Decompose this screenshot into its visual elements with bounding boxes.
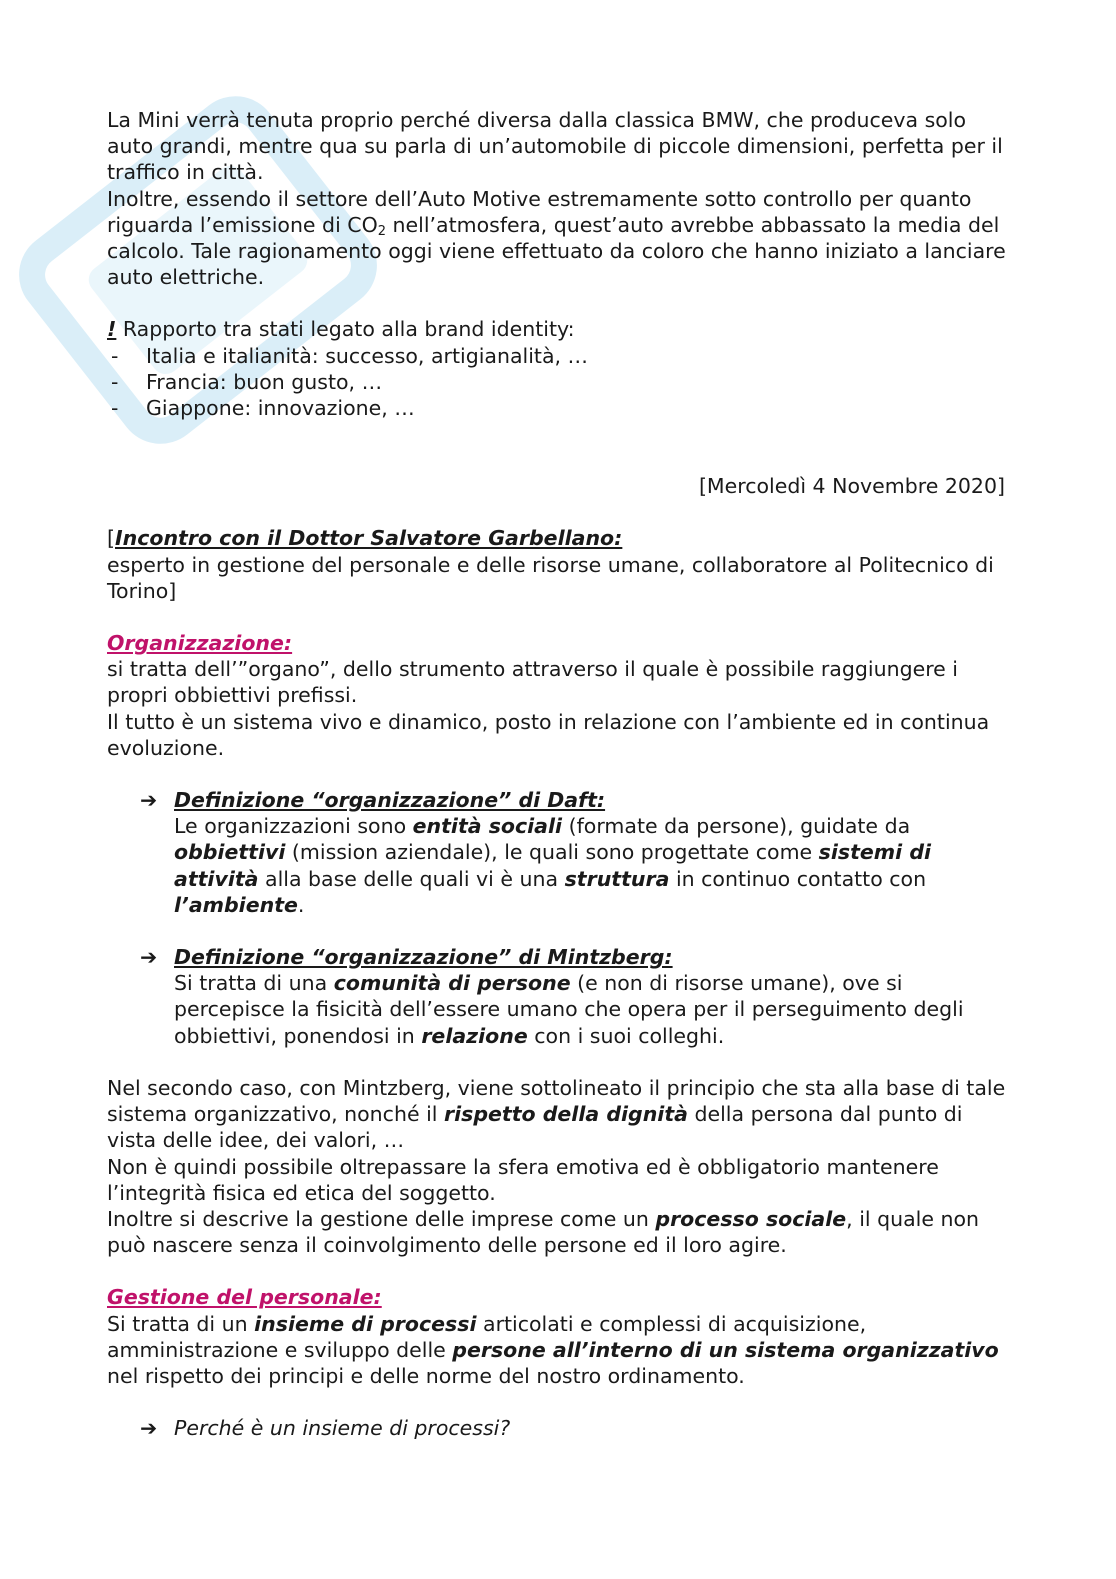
section-heading-organizzazione: Organizzazione: [107, 631, 293, 656]
list-item: - Italia e italianità: successo, artigianalità, … [111, 343, 589, 368]
meeting-title: [Incontro con il Dottor Salvatore Garbellano: [107, 526, 623, 551]
organizzazione-paragraph-1: si tratta dell’”organo”, dello strumento attraverso il quale è possibile raggiungere i propri obbiettivi prefissi. [107, 657, 958, 708]
arrow-right-icon: ➔ [140, 1416, 158, 1441]
question-item [107, 1415, 1017, 1441]
subscript-2: 2 [377, 223, 387, 239]
mintzberg-definition [107, 944, 1017, 1049]
brand-list [107, 343, 1017, 422]
daft-definition [107, 787, 1017, 918]
mintzberg-text: Si tratta di una comunità di persone (e non di risorse umane), ove si percepisce la fisicità dell’essere umano che opera per il perseguimento degli obbiettivi, ponendosi in relazione con i suoi colleghi. [174, 971, 964, 1048]
question-text: Perché è un insieme di processi? [174, 1416, 511, 1441]
intro-paragraph-1: La Mini verrà tenuta proprio perché diversa dalla classica BMW, che produceva solo auto grandi, mentre qua su parla di un’automobile di piccole dimensioni, perfetta per il traffico in città. [107, 108, 1003, 185]
mintzberg-title: Definizione “organizzazione” di Mintzberg: [174, 945, 673, 970]
list-item: - Giappone: innovazione, … [111, 396, 415, 421]
section-heading-gestione: Gestione del personale: [107, 1285, 382, 1310]
gestione-paragraph: Si tratta di un insieme di processi articolati e complessi di acquisizione, amministrazione e sviluppo delle persone all’interno di un sistema organizzativo nel rispetto dei principi e delle norme del nostro ordinamento. [107, 1311, 999, 1388]
arrow-right-icon: ➔ [140, 788, 158, 813]
document-page [107, 107, 1017, 1441]
brand-intro: ! Rapporto tra stati legato alla brand identity: [107, 317, 575, 342]
second-case-paragraph-2: Non è quindi possibile oltrepassare la sfera emotiva ed è obbligatorio mantenere l’integrità fisica ed etica del soggetto. [107, 1154, 939, 1205]
second-case-paragraph-3: Inoltre si descrive la gestione delle imprese come un processo sociale, il quale non può nascere senza il coinvolgimento delle persone ed il loro agire. [107, 1206, 980, 1258]
list-item: - Francia: buon gusto, … [111, 369, 383, 394]
daft-title: Definizione “organizzazione” di Daft: [174, 788, 606, 813]
lecture-date: [Mercoledì 4 Novembre 2020] [698, 474, 1005, 499]
daft-text: Le organizzazioni sono entità sociali (formate da persone), guidate da obbiettivi (mission aziendale), le quali sono progettate come sistemi di attività alla base delle quali vi è una struttura in continuo contatto con l’ambiente. [174, 814, 932, 917]
intro-paragraph-2: Inoltre, essendo il settore dell’Auto Motive estremamente sotto controllo per quanto riguarda l’emissione di $CO_2$ nell’atmosfera, quest’auto avrebbe abbassato la media del calcolo. Tale ragionamento oggi viene effettuato da coloro che hanno iniziato a lanciare auto elettriche. [107, 186, 1006, 290]
exclamation-mark: ! [107, 317, 117, 342]
organizzazione-paragraph-2: Il tutto è un sistema vivo e dinamico, posto in relazione con l’ambiente ed in continua evoluzione. [107, 709, 990, 760]
meeting-description: esperto in gestione del personale e delle risorse umane, collaboratore al Politecnico di Torino] [107, 552, 994, 603]
second-case-paragraph-1: Nel secondo caso, con Mintzberg, viene sottolineato il principio che sta alla base di tale sistema organizzativo, nonché il rispetto della dignità della persona dal punto di vista delle idee, dei valori, … [107, 1075, 1006, 1153]
arrow-right-icon: ➔ [140, 945, 158, 970]
